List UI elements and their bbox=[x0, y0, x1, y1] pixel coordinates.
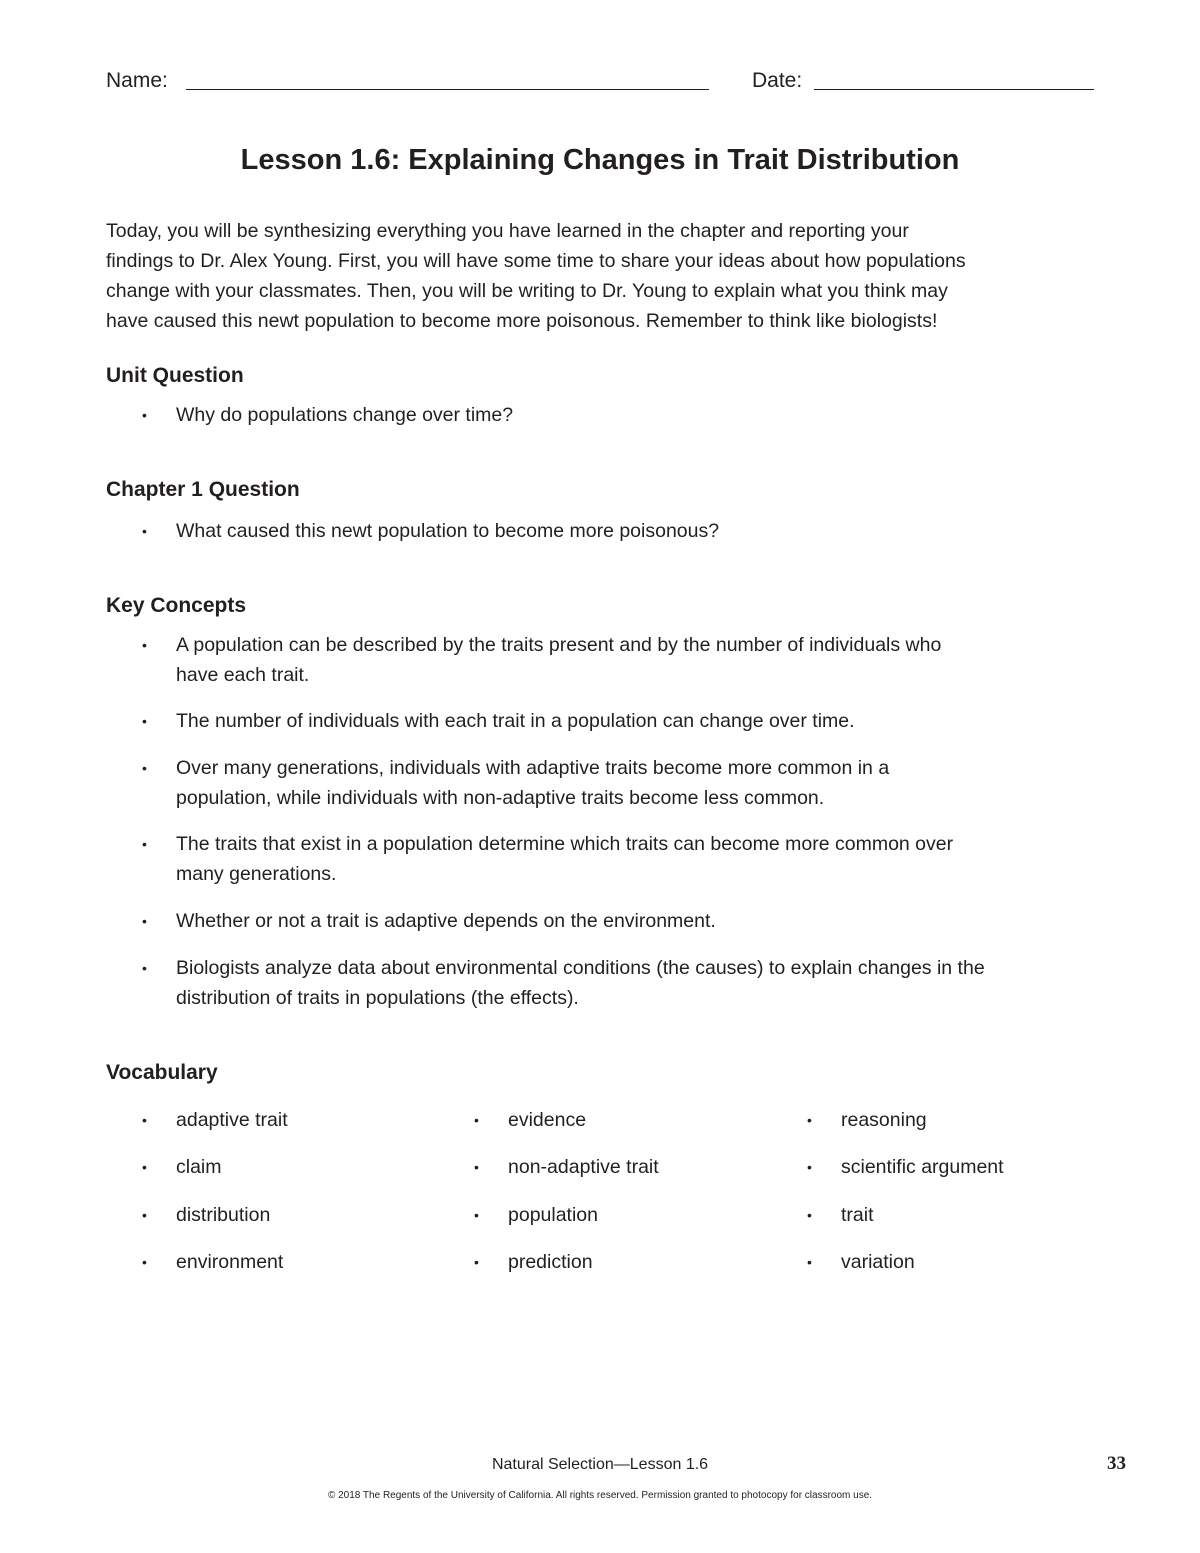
bullet-icon: • bbox=[142, 760, 147, 776]
intro-line: findings to Dr. Alex Young. First, you will have some time to share your ideas about how populations bbox=[106, 250, 966, 272]
key-concept-item: The traits that exist in a population determine which traits can become more common over many generations. bbox=[176, 833, 954, 885]
copyright-notice: © 2018 The Regents of the University of California. All rights reserved. Permission granted to photocopy for classroom use. bbox=[327, 1490, 873, 1501]
date-field[interactable] bbox=[814, 89, 1094, 90]
bullet-icon: • bbox=[142, 836, 147, 852]
unit-question-item: Why do populations change over time? bbox=[176, 404, 514, 426]
name-label: Name: bbox=[106, 69, 168, 92]
bullet-icon: • bbox=[474, 1207, 479, 1223]
bullet-icon: • bbox=[142, 1112, 147, 1128]
vocabulary-term: distribution bbox=[176, 1204, 271, 1226]
bullet-icon: • bbox=[142, 960, 147, 976]
vocabulary-term: reasoning bbox=[841, 1109, 927, 1131]
vocabulary-term: evidence bbox=[508, 1109, 587, 1131]
bullet-icon: • bbox=[142, 1207, 147, 1223]
unit-question-heading: Unit Question bbox=[106, 364, 244, 387]
page-title: Lesson 1.6: Explaining Changes in Trait Distribution bbox=[240, 144, 960, 176]
page-number: 33 bbox=[1107, 1453, 1126, 1474]
key-concept-item: Whether or not a trait is adaptive depends on the environment. bbox=[176, 910, 716, 932]
name-field[interactable] bbox=[186, 89, 709, 90]
vocabulary-term: trait bbox=[841, 1204, 874, 1226]
key-concepts-heading: Key Concepts bbox=[106, 594, 247, 617]
bullet-icon: • bbox=[807, 1254, 812, 1270]
bullet-icon: • bbox=[142, 1159, 147, 1175]
intro-line: Today, you will be synthesizing everything you have learned in the chapter and reporting your bbox=[106, 220, 909, 242]
bullet-icon: • bbox=[142, 713, 147, 729]
vocabulary-term: variation bbox=[841, 1251, 915, 1273]
bullet-icon: • bbox=[474, 1112, 479, 1128]
intro-line: have caused this newt population to become more poisonous. Remember to think like biologists! bbox=[106, 310, 938, 332]
footer-title: Natural Selection—Lesson 1.6 bbox=[491, 1456, 709, 1473]
chapter-question-item: What caused this newt population to become more poisonous? bbox=[176, 520, 720, 542]
bullet-icon: • bbox=[474, 1159, 479, 1175]
bullet-icon: • bbox=[142, 913, 147, 929]
bullet-icon: • bbox=[142, 637, 147, 653]
vocabulary-term: non-adaptive trait bbox=[508, 1156, 659, 1178]
vocabulary-term: population bbox=[508, 1204, 598, 1226]
vocabulary-heading: Vocabulary bbox=[106, 1061, 218, 1084]
bullet-icon: • bbox=[807, 1112, 812, 1128]
date-label: Date: bbox=[752, 69, 803, 92]
vocabulary-term: claim bbox=[176, 1156, 222, 1178]
intro-line: change with your classmates. Then, you will be writing to Dr. Young to explain what you think may bbox=[106, 280, 948, 302]
key-concept-item: Biologists analyze data about environmental conditions (the causes) to explain changes in the distribution of traits in populations (the effects). bbox=[176, 957, 985, 1009]
bullet-icon: • bbox=[142, 523, 147, 539]
vocabulary-term: adaptive trait bbox=[176, 1109, 288, 1131]
bullet-icon: • bbox=[142, 407, 147, 423]
key-concept-item: The number of individuals with each trait in a population can change over time. bbox=[176, 710, 855, 732]
key-concept-item: A population can be described by the traits present and by the number of individuals who have each trait. bbox=[176, 634, 942, 686]
bullet-icon: • bbox=[474, 1254, 479, 1270]
vocabulary-term: environment bbox=[176, 1251, 284, 1273]
bullet-icon: • bbox=[142, 1254, 147, 1270]
intro-paragraph bbox=[106, 216, 1106, 336]
vocabulary-term: scientific argument bbox=[841, 1156, 1004, 1178]
vocabulary-term: prediction bbox=[508, 1251, 593, 1273]
bullet-icon: • bbox=[807, 1207, 812, 1223]
chapter-question-heading: Chapter 1 Question bbox=[106, 478, 300, 501]
bullet-icon: • bbox=[807, 1159, 812, 1175]
key-concept-item: Over many generations, individuals with adaptive traits become more common in a population, while individuals with non-adaptive traits become less common. bbox=[176, 757, 890, 809]
